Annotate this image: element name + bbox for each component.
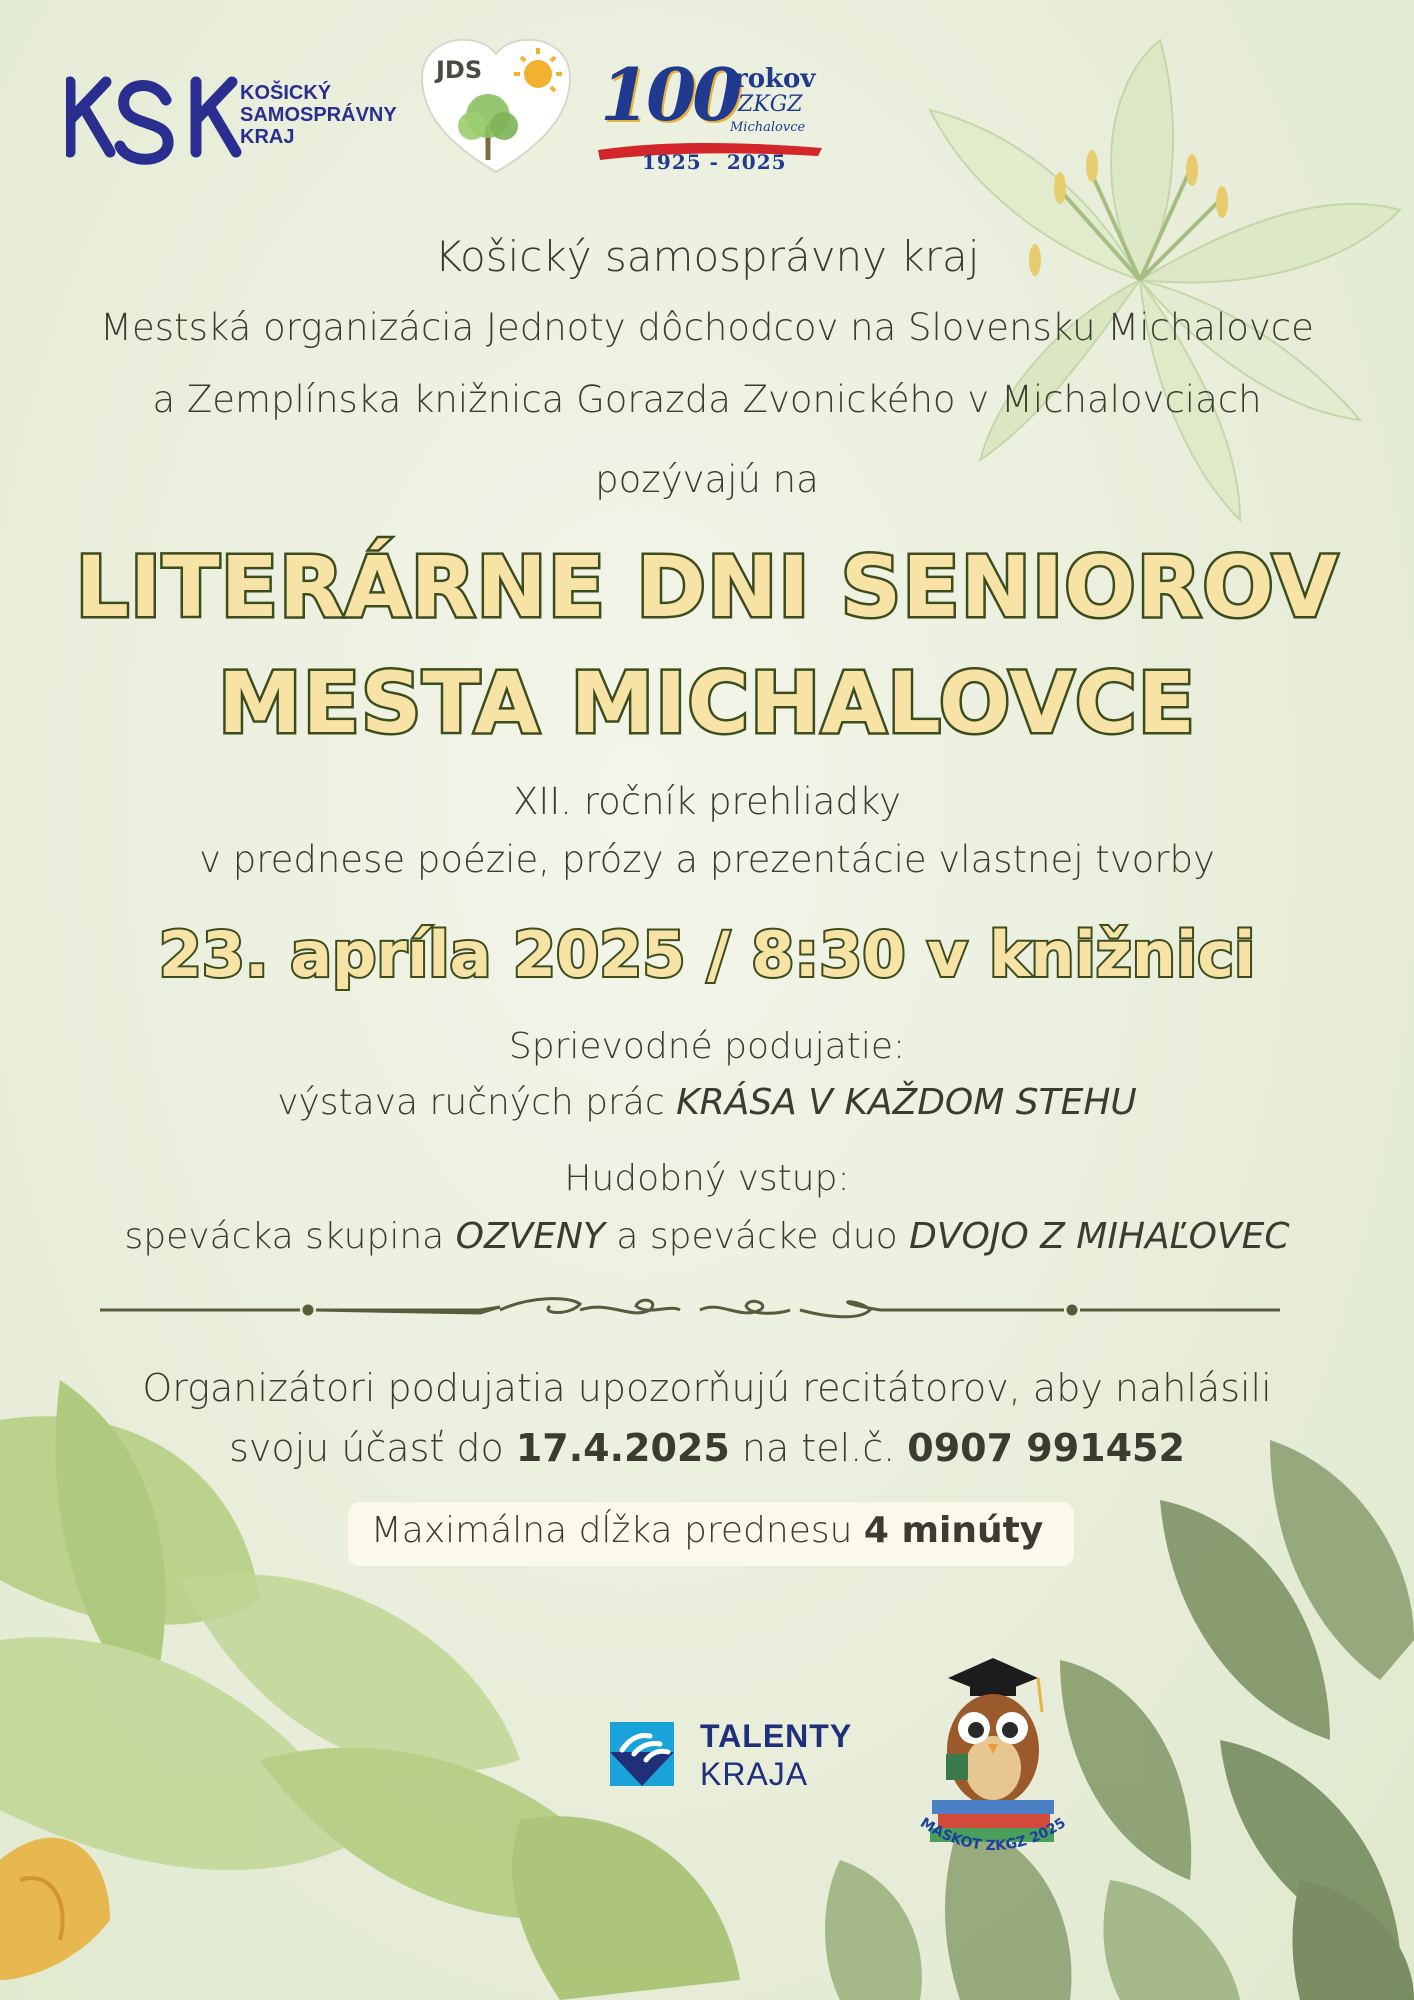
mascot-caption <box>908 1814 1078 1870</box>
max-length-line <box>0 1510 1414 1551</box>
max-length-prefix: Maximálna dĺžka prednesu <box>370 1510 864 1551</box>
event-title-line-1: LITERÁRNE DNI SENIOROV <box>75 538 1339 636</box>
duo-name: DVOJO Z MIHAĽOVEC <box>909 1216 1290 1257</box>
category-line: v prednese poézie, prózy a prezentácie vlastnej tvorby <box>199 838 1215 881</box>
svg-text:MASKOT ZKGZ 2025 <box>917 1815 1069 1854</box>
ksk-line-3: KRAJ <box>240 126 295 148</box>
organizer-line-1: Košický samosprávny kraj <box>434 232 980 281</box>
registration-notice-line-2 <box>0 1426 1414 1470</box>
group-ozveny: OZVENY <box>455 1216 605 1257</box>
zkgz-rokov-label: rokov <box>734 64 816 94</box>
accompanying-prefix: výstava ručných prác <box>277 1082 677 1123</box>
jds-logo-icon <box>418 34 574 176</box>
accompanying-event <box>0 1082 1414 1123</box>
organizer-line-3: a Zemplínska knižnica Gorazda Zvonického v Michalovciach <box>152 378 1262 421</box>
edition-line: XII. ročník prehliadky <box>513 780 901 823</box>
talenty-line-2: KRAJA <box>700 1756 809 1792</box>
registration-notice-line-1: Organizátori podujatia upozorňujú recitátorov, aby nahlásili <box>142 1366 1272 1410</box>
music-label: Hudobný vstup: <box>564 1158 850 1199</box>
ksk-line-2: SAMOSPRÁVNY <box>240 104 397 126</box>
zkgz-years-label: 1925 - 2025 <box>642 150 787 174</box>
max-length-value: 4 minúty <box>863 1510 1044 1551</box>
notice-prefix: svoju účasť do <box>229 1426 516 1470</box>
jds-label: JDS <box>436 56 483 84</box>
ksk-logo-text <box>240 82 397 148</box>
talenty-line-1: TALENTY <box>700 1718 853 1754</box>
event-title-line-2: MESTA MICHALOVCE <box>217 654 1197 752</box>
zkgz-name-label: ZKGZ <box>738 92 803 117</box>
ksk-line-1: KOŠICKÝ <box>240 82 332 104</box>
zkgz-city-label: Michalovce <box>730 120 806 135</box>
leaves-decoration <box>0 1380 1414 2000</box>
zkgz-100-number: 100 <box>600 52 739 137</box>
exhibition-name: KRÁSA V KAŽDOM STEHU <box>676 1082 1137 1123</box>
mascot-caption-text: MASKOT ZKGZ 2025 <box>917 1814 1069 1855</box>
music-middle: a spevácke duo <box>604 1216 910 1257</box>
music-performers <box>0 1216 1414 1257</box>
registration-deadline: 17.4.2025 <box>515 1426 730 1470</box>
event-date-time: 23. apríla 2025 / 8:30 v knižnici <box>158 918 1256 991</box>
music-prefix: spevácka skupina <box>124 1216 456 1257</box>
notice-middle: na tel.č. <box>729 1426 908 1470</box>
ornament-divider <box>100 1290 1280 1330</box>
phone-number: 0907 991452 <box>907 1426 1185 1470</box>
invite-line: pozývajú na <box>595 458 819 501</box>
accompanying-label: Sprievodné podujatie: <box>508 1026 906 1067</box>
organizer-line-2: Mestská organizácia Jednoty dôchodcov na Slovensku Michalovce <box>100 306 1314 349</box>
